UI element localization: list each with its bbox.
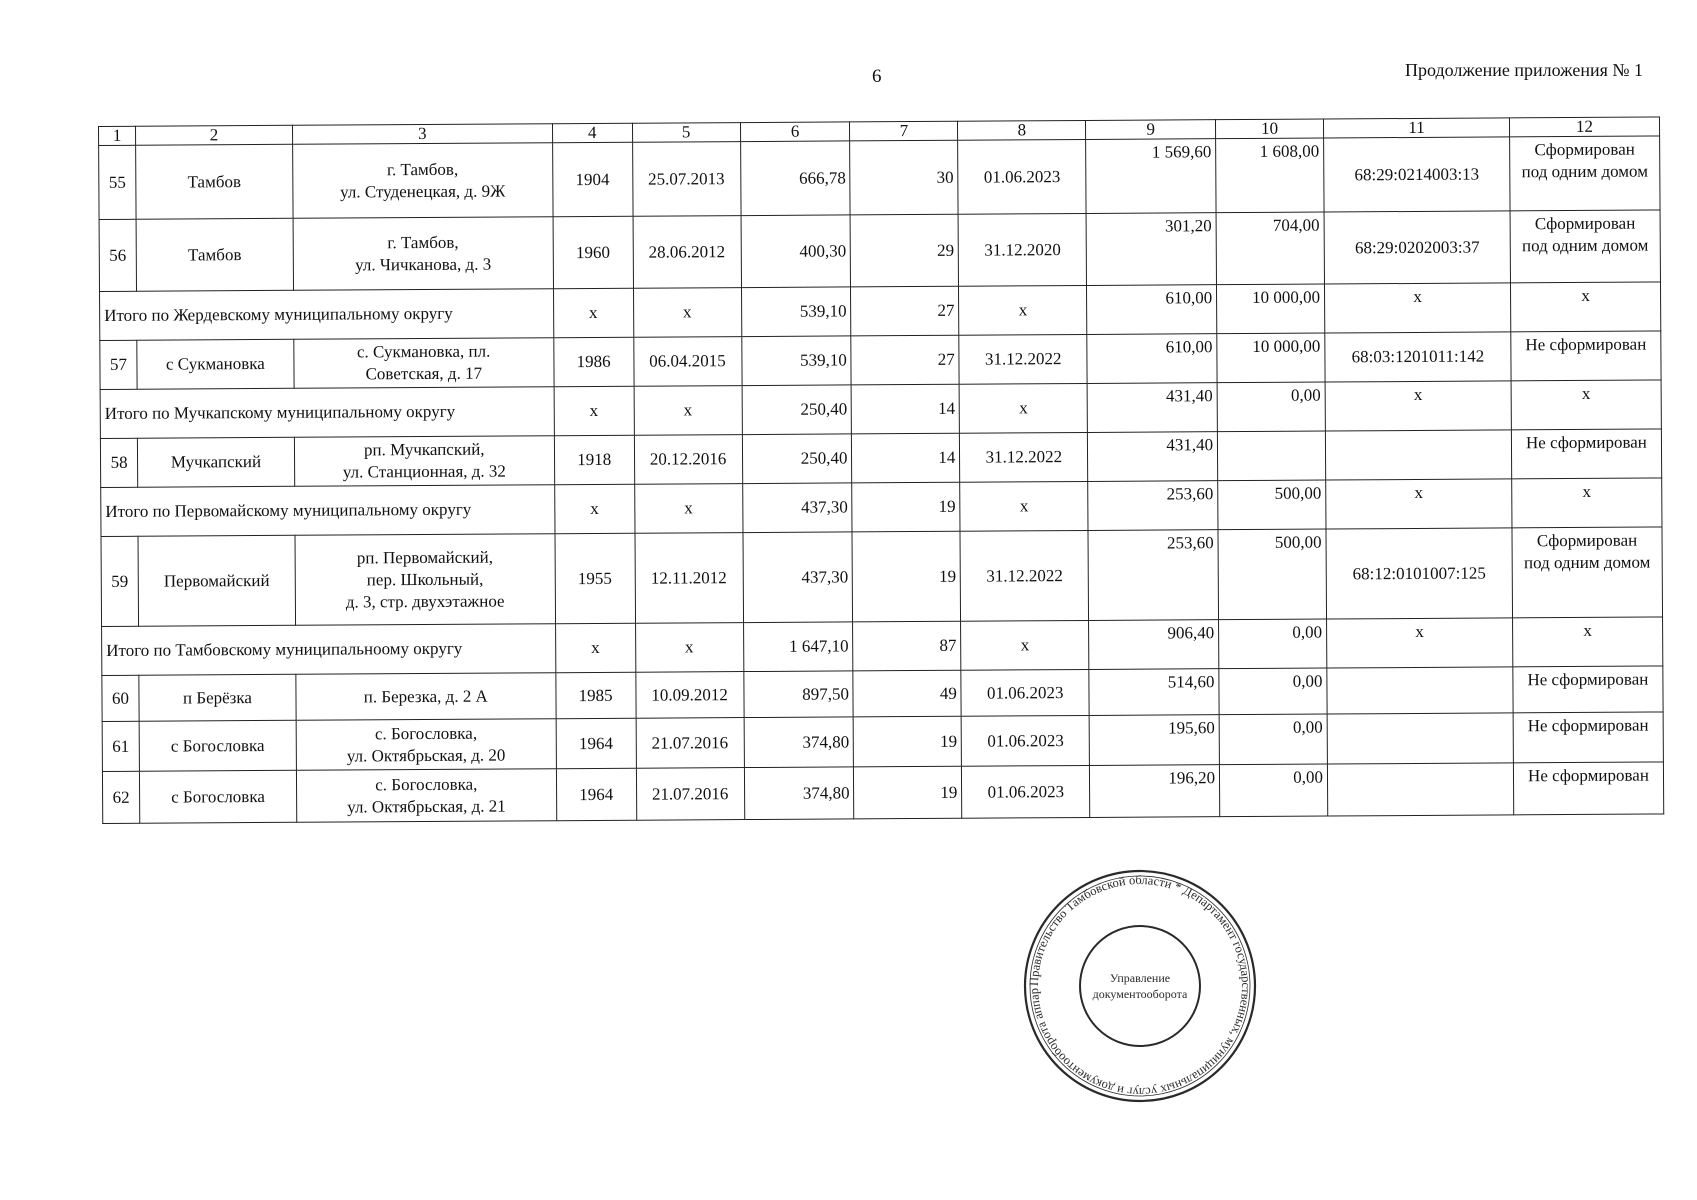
col10-cell: 1 608,00 [1216, 138, 1324, 213]
year-cell: 1955 [555, 533, 635, 623]
cell-line: под одним домом [1521, 161, 1649, 182]
area-cell: 374,80 [744, 767, 854, 820]
year-cell: х [553, 288, 633, 337]
residents-cell: 87 [853, 621, 961, 671]
cell-line: Сформирован [1534, 139, 1635, 160]
status-cell [1511, 380, 1661, 430]
seal-ring-text: Правительство Тамбовской области * Департамент государственных, муниципальных услуг и документооборота аппар [1026, 872, 1254, 1100]
col9-cell: 196,20 [1090, 765, 1220, 818]
area-cell: 539,10 [741, 287, 851, 337]
data-table [98, 116, 1664, 824]
cell-line: ул. Октябрьская, д. 20 [346, 745, 506, 765]
cadastre-cell [1327, 667, 1513, 714]
cell-line: с. Сукмановка, пл. [356, 341, 491, 362]
seal-graphic [1022, 868, 1258, 1104]
address-cell [293, 217, 553, 291]
area-cell: 374,80 [744, 717, 854, 768]
cell-line: Советская, д. 17 [365, 363, 483, 384]
cadastre-cell: х [1325, 283, 1511, 333]
col10-cell: 0,00 [1219, 619, 1327, 669]
residents-cell: 19 [854, 766, 962, 819]
residents-cell: 27 [851, 286, 959, 336]
cell-line: х [1581, 383, 1591, 403]
deadline-cell: 31.12.2022 [960, 432, 1088, 482]
cell-line: Не сформирован [1527, 669, 1649, 690]
col9-cell: 253,60 [1088, 481, 1218, 531]
col10-cell [1217, 431, 1325, 481]
year-cell: 1986 [553, 337, 633, 386]
col9-cell: 514,60 [1089, 669, 1219, 716]
header-cell: 11 [1323, 118, 1509, 138]
settlement-cell: с Богословка [139, 720, 296, 771]
deadline-cell: х [959, 285, 1087, 335]
cell-line: Не сформирован [1527, 765, 1649, 786]
address-cell [296, 769, 556, 823]
residents-cell: 19 [854, 716, 962, 767]
deadline-cell: 01.06.2023 [958, 139, 1086, 214]
cadastre-cell: х [1326, 479, 1512, 529]
header-cell: 3 [292, 124, 552, 145]
residents-cell: 27 [851, 335, 959, 385]
col10-cell: 704,00 [1216, 212, 1324, 285]
date-cell: 12.11.2012 [635, 533, 744, 624]
official-seal [1022, 868, 1258, 1104]
col9-cell: 906,40 [1089, 620, 1219, 670]
cadastre-cell: 68:29:0202003:37 [1324, 211, 1510, 284]
appendix-note: Продолжение приложения № 1 [1405, 60, 1644, 80]
header-cell: 8 [958, 120, 1086, 140]
settlement-cell: Тамбов [136, 218, 293, 291]
settlement-cell: Тамбов [136, 144, 293, 219]
settlement-cell: с Богословка [139, 770, 296, 823]
residents-cell: 14 [852, 433, 960, 483]
cell-line: с. Богословка, [375, 774, 478, 794]
table-row [102, 762, 1663, 824]
residents-cell: 30 [850, 140, 958, 215]
cell-line: под одним домом [1523, 552, 1651, 573]
area-cell: 250,40 [742, 434, 852, 484]
settlement-cell: Первомайский [138, 535, 295, 626]
status-cell [1513, 712, 1663, 763]
status-cell [1512, 617, 1662, 667]
col10-cell: 0,00 [1219, 668, 1327, 715]
status-cell [1511, 429, 1661, 479]
header-cell: 5 [632, 123, 740, 143]
settlement-cell: п Берёзка [139, 674, 296, 721]
date-cell: х [633, 288, 741, 338]
residents-cell: 49 [853, 670, 961, 717]
cadastre-cell: х [1327, 618, 1513, 668]
date-cell: х [634, 386, 742, 436]
deadline-cell: 31.12.2022 [960, 530, 1088, 621]
residents-cell: 14 [852, 384, 960, 434]
col9-cell: 253,60 [1088, 530, 1218, 621]
area-cell: 666,78 [740, 141, 850, 216]
deadline-cell: х [961, 620, 1089, 670]
total-label: Итого по Первомайскому муниципальному округу [101, 485, 555, 537]
row-number: 60 [102, 675, 139, 721]
deadline-cell: х [959, 383, 1087, 433]
cell-line: г. Тамбов, [387, 232, 459, 252]
cadastre-cell: 68:29:0214003:13 [1324, 137, 1510, 212]
settlement-cell: с Сукмановка [137, 339, 294, 389]
header-cell: 1 [99, 126, 136, 145]
header-cell: 6 [740, 122, 850, 142]
year-cell: 1964 [556, 718, 636, 768]
row-number: 59 [101, 536, 139, 626]
row-number: 57 [100, 340, 137, 389]
col10-cell: 0,00 [1219, 714, 1327, 765]
date-cell: 21.07.2016 [636, 768, 744, 821]
deadline-cell: 31.12.2020 [958, 213, 1086, 286]
year-cell: 1918 [554, 435, 634, 484]
area-cell: 539,10 [741, 336, 851, 386]
settlement-cell: Мучкапский [137, 437, 294, 487]
cell-line: Сформирован [1536, 530, 1638, 551]
cadastre-cell [1325, 430, 1511, 480]
col9-cell: 195,60 [1089, 715, 1219, 766]
cell-line: ул. Чичканова, д. 3 [355, 254, 492, 274]
col9-cell: 431,40 [1088, 432, 1218, 482]
col10-cell: 500,00 [1218, 480, 1326, 530]
cell-line: х [1583, 620, 1592, 640]
header-cell: 7 [850, 121, 958, 141]
deadline-cell: 01.06.2023 [962, 765, 1090, 818]
header-cell: 4 [552, 123, 632, 142]
table-row [99, 210, 1660, 292]
col9-cell: 431,40 [1087, 383, 1217, 433]
row-number: 61 [102, 721, 139, 771]
area-cell: 400,30 [741, 215, 851, 288]
year-cell: х [554, 386, 634, 435]
deadline-cell: х [960, 481, 1088, 531]
cell-line: ул. Октябрьская, д. 21 [347, 796, 506, 816]
total-label: Итого по Мучкапскому муниципальному округу [100, 387, 554, 439]
cell-line: ул. Станционная, д. 32 [342, 461, 506, 482]
address-cell [294, 338, 554, 389]
status-cell [1511, 331, 1661, 381]
deadline-cell: 01.06.2023 [961, 669, 1089, 716]
row-number: 55 [99, 145, 136, 219]
row-number: 56 [99, 219, 136, 291]
residents-cell: 19 [852, 482, 960, 532]
date-cell: 21.07.2016 [636, 718, 744, 769]
status-cell [1510, 136, 1661, 211]
header-cell: 10 [1216, 119, 1324, 139]
year-cell: х [554, 484, 634, 533]
col10-cell: 500,00 [1218, 529, 1326, 620]
cell-line: рп. Мучкапский, [363, 439, 485, 460]
col9-cell: 610,00 [1087, 334, 1217, 384]
col10-cell: 10 000,00 [1217, 284, 1325, 334]
status-cell [1513, 666, 1663, 713]
col10-cell: 0,00 [1220, 764, 1328, 817]
col9-cell: 610,00 [1087, 285, 1217, 335]
residents-cell: 29 [851, 214, 959, 287]
date-cell: 28.06.2012 [633, 216, 741, 289]
year-cell: 1960 [553, 216, 633, 288]
row-number: 62 [102, 771, 139, 823]
area-cell: 250,40 [742, 385, 852, 435]
address-cell [294, 436, 554, 487]
status-cell [1510, 282, 1660, 332]
cadastre-cell: 68:03:1201011:142 [1325, 332, 1511, 382]
residents-cell: 19 [852, 531, 960, 622]
address-cell [296, 719, 556, 771]
col10-cell: 0,00 [1217, 382, 1325, 432]
header-cell: 2 [135, 125, 292, 145]
cell-line: Не сформирован [1525, 334, 1647, 355]
header-cell: 9 [1086, 120, 1216, 140]
seal-center-line2: документооборота [1092, 987, 1188, 1001]
status-cell [1512, 478, 1662, 528]
col10-cell: 10 000,00 [1217, 333, 1325, 383]
status-cell [1513, 762, 1663, 815]
col9-cell: 1 569,60 [1086, 139, 1216, 214]
cell-line: Сформирован [1534, 213, 1636, 234]
date-cell: 25.07.2013 [632, 142, 740, 217]
area-cell: 437,30 [742, 483, 852, 533]
total-label: Итого по Тамбовскому муниципальноому округу [102, 624, 556, 676]
col9-cell: 301,20 [1086, 213, 1216, 286]
year-cell: 1964 [556, 768, 636, 820]
area-cell: 897,50 [743, 671, 853, 718]
cadastre-cell [1327, 713, 1513, 764]
deadline-cell: 31.12.2022 [959, 334, 1087, 384]
table-row [99, 136, 1660, 220]
cadastre-cell: х [1325, 381, 1511, 431]
date-cell: х [635, 623, 743, 673]
address-cell [293, 143, 553, 219]
cell-line: пер. Школьный, [366, 569, 484, 589]
cell-line: Не сформирован [1525, 432, 1647, 453]
status-cell [1510, 210, 1660, 283]
year-cell: 1904 [552, 142, 632, 216]
area-cell: 1 647,10 [743, 622, 853, 672]
cell-line: х [1582, 481, 1592, 501]
table-row [101, 527, 1663, 627]
cell-line: под одним домом [1521, 235, 1649, 256]
cell-line: п. Березка, д. 2 А [363, 686, 488, 706]
status-cell [1512, 527, 1663, 618]
row-number: 58 [100, 438, 137, 487]
year-cell: 1985 [556, 672, 636, 718]
header-cell: 12 [1509, 117, 1659, 137]
deadline-cell: 01.06.2023 [961, 715, 1089, 766]
cell-line: ул. Студенецкая, д. 9Ж [340, 181, 506, 202]
cell-line: д. 3, стр. двухэтажное [345, 591, 505, 611]
cell-line: х [1581, 285, 1590, 305]
address-cell [295, 534, 555, 626]
date-cell: 06.04.2015 [633, 337, 741, 387]
seal-center-line1: Управление [1109, 971, 1171, 985]
cell-line: рп. Первомайский, [356, 547, 493, 567]
cell-line: г. Тамбов, [386, 159, 459, 179]
area-cell: 437,30 [743, 532, 853, 623]
total-label: Итого по Жердевскому муниципальному округу [100, 289, 554, 341]
date-cell: 10.09.2012 [635, 672, 743, 719]
date-cell: 20.12.2016 [634, 435, 742, 485]
year-cell: х [555, 623, 635, 672]
date-cell: х [634, 484, 742, 534]
page-number: 6 [872, 66, 882, 87]
cell-line: Не сформирован [1527, 715, 1649, 736]
cell-line: с. Богословка, [374, 723, 478, 743]
cadastre-cell: 68:12:0101007:125 [1326, 528, 1512, 619]
address-cell [296, 673, 556, 721]
cadastre-cell [1327, 763, 1513, 816]
